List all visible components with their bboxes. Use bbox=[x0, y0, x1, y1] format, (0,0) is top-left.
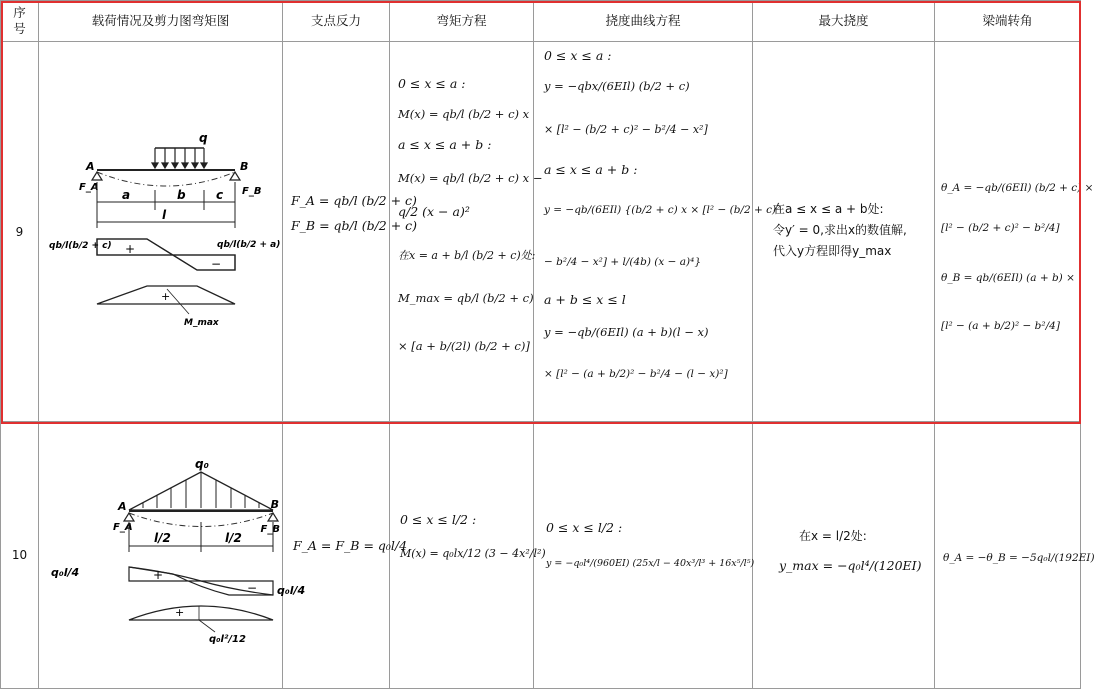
shear-right-label: qb/l(b/2 + a) bbox=[217, 240, 281, 250]
deflection-line: a + b ≤ x ≤ l bbox=[544, 292, 626, 307]
header-diagram: 载荷情况及剪力图弯矩图 bbox=[39, 1, 283, 42]
reaction-a-label: F_A bbox=[113, 522, 133, 533]
deflection-equation-cell bbox=[534, 42, 781, 422]
deflection-line: − b²/4 − x²] + l/(4b) (x − a)⁴} bbox=[544, 256, 702, 268]
max-deflection-line: 代入y方程即得y_max bbox=[773, 244, 892, 258]
deflection-line: y = −qb/(6EIl) {(b/2 + c) x × [l² − (b/2 + c)² bbox=[544, 204, 781, 216]
load-diagram-cell bbox=[39, 42, 283, 422]
shear-plus: + bbox=[153, 568, 164, 582]
dim-c: c bbox=[216, 188, 224, 202]
moment-max-label: M_max bbox=[184, 318, 219, 328]
max-deflection-line: 在a ≤ x ≤ a + b处: bbox=[773, 202, 884, 216]
moment-line: M(x) = q₀lx/12 (3 − 4x²/l²) bbox=[400, 547, 546, 560]
shear-right-label: q₀l/4 bbox=[277, 584, 306, 597]
support-a-label: A bbox=[118, 500, 127, 513]
table-row bbox=[1, 42, 1081, 422]
moment-line: q/2 (x − a)² bbox=[398, 204, 470, 219]
load-diagram-cell bbox=[39, 422, 306, 689]
max-deflection-line: 在x = l/2处: bbox=[799, 529, 867, 543]
shear-minus: − bbox=[247, 581, 258, 595]
shear-plus: + bbox=[125, 242, 136, 256]
header-row bbox=[1, 1, 1081, 42]
moment-max-label: q₀l²/12 bbox=[209, 634, 246, 645]
header-reaction: 支点反力 bbox=[283, 1, 390, 42]
moment-line: M(x) = qb/l (b/2 + c) x − bbox=[398, 171, 543, 185]
row-number: 10 bbox=[1, 422, 39, 689]
header-end-rotation: 梁端转角 bbox=[935, 1, 1081, 42]
beam-uniform-load-diagram bbox=[39, 42, 281, 420]
deflection-line: 0 ≤ x ≤ l/2 : bbox=[546, 520, 623, 535]
rotation-line: [l² − (a + b/2)² − b²/4] bbox=[941, 320, 1060, 332]
moment-line: M_max = qb/l (b/2 + c) bbox=[398, 291, 534, 305]
support-reaction-cell bbox=[283, 422, 408, 689]
header-max-deflection: 最大挠度 bbox=[753, 1, 935, 42]
rotation-line: [l² − (b/2 + c)² − b²/4] bbox=[941, 222, 1060, 234]
support-b-label: B bbox=[240, 160, 249, 173]
reaction-b-label: F_B bbox=[260, 524, 280, 535]
deflection-line: a ≤ x ≤ a + b : bbox=[544, 162, 638, 177]
deflection-line: 0 ≤ x ≤ a : bbox=[544, 48, 612, 63]
shear-left-label: q₀l/4 bbox=[51, 566, 80, 579]
rotation-line: θ_A = −qb/(6EIl) (b/2 + c) × bbox=[941, 182, 1094, 194]
support-a-label: A bbox=[86, 160, 95, 173]
load-label: q₀ bbox=[195, 457, 209, 471]
header-index: 序 号 bbox=[1, 1, 39, 42]
shear-left-label: qb/l(b/2 + c) bbox=[49, 241, 112, 251]
dim-left-half: l/2 bbox=[154, 531, 171, 545]
moment-line: M(x) = qb/l (b/2 + c) x bbox=[398, 107, 530, 121]
end-rotation-cell bbox=[935, 422, 1095, 689]
max-deflection-cell bbox=[753, 422, 935, 689]
beam-triangular-load-diagram bbox=[39, 422, 306, 688]
reaction-a-label: F_A bbox=[79, 182, 99, 193]
deflection-line: y = −qbx/(6EIl) (b/2 + c) bbox=[544, 79, 690, 93]
deflection-equation-cell bbox=[534, 422, 753, 689]
reaction-b-label: F_B bbox=[242, 186, 262, 197]
reaction-fa-fb: F_A = F_B = q₀l/4 bbox=[293, 538, 408, 553]
deflection-line: × [l² − (a + b/2)² − b²/4 − (l − x)²] bbox=[544, 368, 728, 380]
rotation-line: θ_B = qb/(6EIl) (a + b) × bbox=[941, 272, 1075, 284]
max-deflection-line: y_max = −q₀l⁴/(120EI) bbox=[779, 558, 922, 573]
support-reaction-cell bbox=[283, 42, 418, 422]
moment-equation-cell bbox=[390, 42, 543, 422]
rotation-line: θ_A = −θ_B = −5q₀l/(192EI) bbox=[943, 552, 1095, 564]
dim-l: l bbox=[162, 208, 167, 222]
header-moment: 弯矩方程 bbox=[390, 1, 534, 42]
support-b-label: B bbox=[270, 498, 279, 511]
moment-line: 0 ≤ x ≤ l/2 : bbox=[400, 512, 477, 527]
deflection-line: × [l² − (b/2 + c)² − b²/4 − x²] bbox=[544, 123, 708, 136]
moment-line: a ≤ x ≤ a + b : bbox=[398, 137, 492, 152]
reaction-fa: F_A = qb/l (b/2 + c) bbox=[291, 193, 417, 208]
table-row bbox=[1, 422, 1081, 689]
dim-right-half: l/2 bbox=[225, 531, 242, 545]
end-rotation-cell bbox=[935, 42, 1094, 422]
dim-b: b bbox=[177, 188, 186, 202]
reaction-fb: F_B = qb/l (b/2 + c) bbox=[291, 218, 418, 233]
dim-a: a bbox=[122, 188, 131, 202]
moment-line: 0 ≤ x ≤ a : bbox=[398, 76, 466, 91]
deflection-line: y = −q₀l⁴/(960EI) (25x/l − 40x³/l³ + 16x⁵/l⁵) bbox=[546, 558, 755, 569]
shear-minus: − bbox=[211, 257, 222, 271]
moment-line: 在x = a + b/l (b/2 + c)处: bbox=[398, 249, 536, 262]
max-deflection-line: 令y′ = 0,求出x的数值解, bbox=[773, 223, 907, 237]
load-label: q bbox=[199, 131, 208, 145]
moment-line: × [a + b/(2l) (b/2 + c)] bbox=[398, 339, 530, 353]
header-deflection: 挠度曲线方程 bbox=[534, 1, 753, 42]
moment-equation-cell bbox=[390, 422, 546, 689]
moment-plus: + bbox=[175, 606, 185, 619]
max-deflection-cell bbox=[753, 42, 935, 422]
moment-plus: + bbox=[161, 290, 171, 303]
deflection-line: y = −qb/(6EIl) (a + b)(l − x) bbox=[544, 325, 709, 339]
row-number: 9 bbox=[1, 42, 39, 422]
